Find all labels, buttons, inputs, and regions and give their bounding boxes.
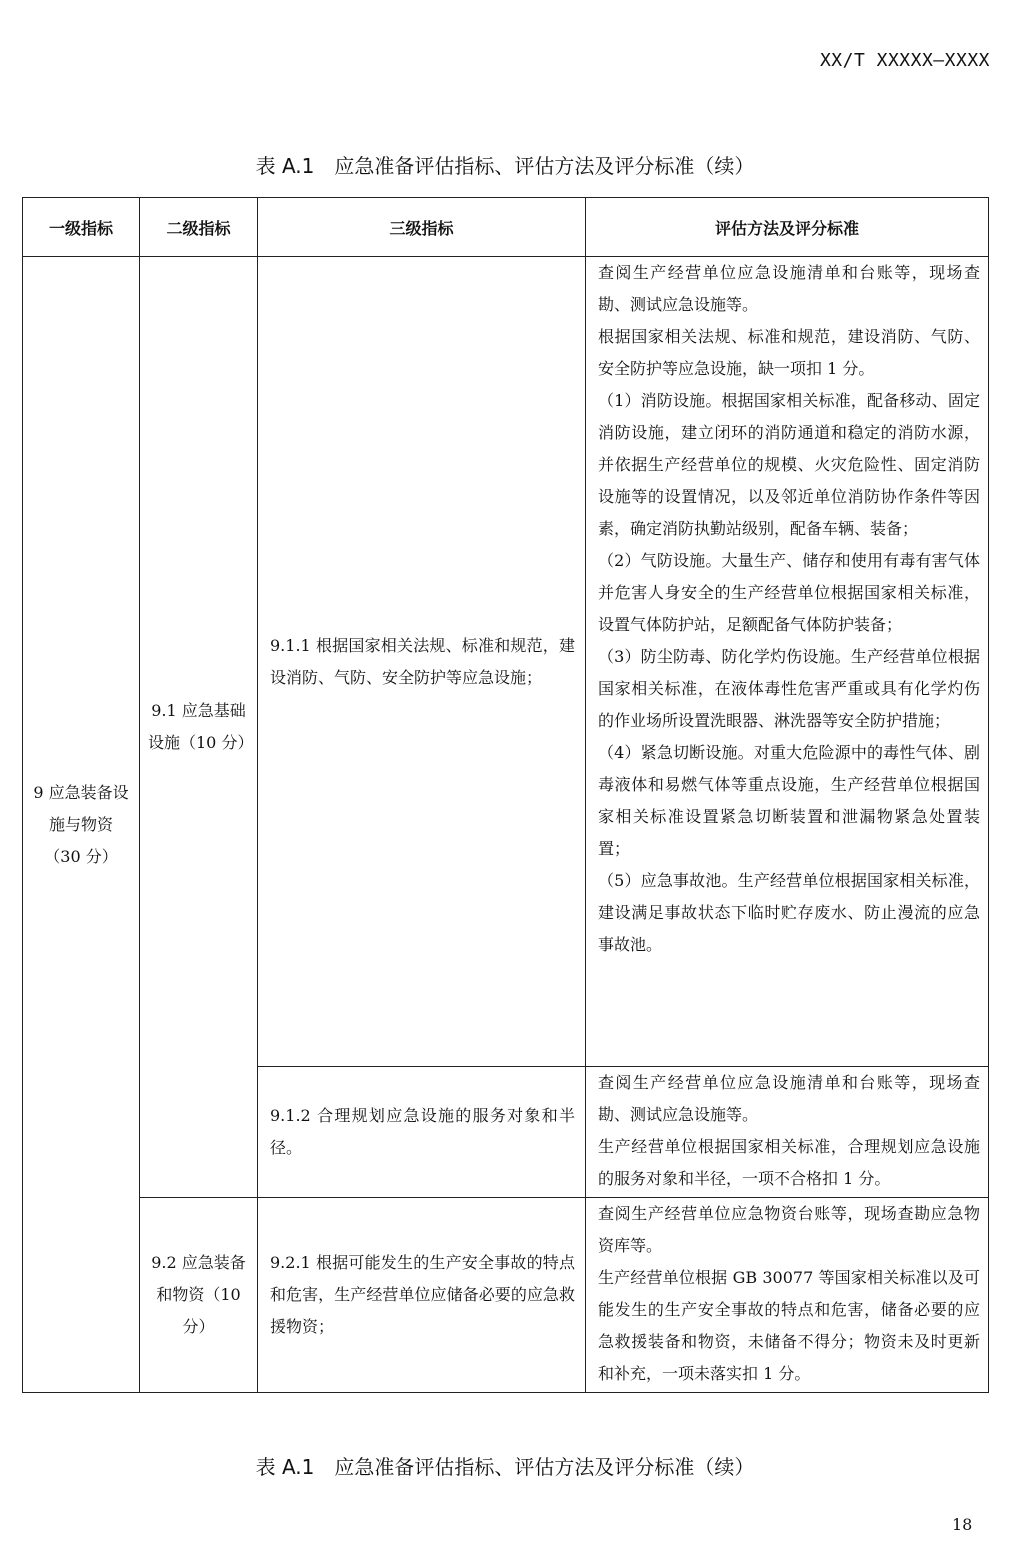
method-paragraph: 根据国家相关法规、标准和规范，建设消防、气防、安全防护等应急设施，缺一项扣 1 分。 bbox=[598, 327, 980, 378]
evaluation-table bbox=[22, 197, 989, 1393]
table-row bbox=[23, 1198, 989, 1393]
page-number: 18 bbox=[952, 1515, 973, 1534]
level2-cell: 9.2 应急装备和物资（10 分） bbox=[140, 1198, 258, 1393]
method-cell bbox=[586, 1198, 989, 1393]
column-header-level3: 三级指标 bbox=[258, 198, 586, 257]
method-paragraph: （5）应急事故池。生产经营单位根据国家相关标准，建设满足事故状态下临时贮存废水、防止漫流的应急事故池。 bbox=[598, 871, 980, 954]
method-paragraph: 查阅生产经营单位应急设施清单和台账等，现场查勘、测试应急设施等。 bbox=[598, 1073, 980, 1124]
method-cell bbox=[586, 257, 989, 1067]
method-paragraph: （1）消防设施。根据国家相关标准，配备移动、固定消防设施，建立闭环的消防通道和稳定的消防水源，并依据生产经营单位的规模、火灾危险性、固定消防设施等的设置情况，以及邻近单位消防协作条件等因素，确定消防执勤站级别，配备车辆、装备； bbox=[598, 391, 980, 538]
table-caption: 表 A.1 应急准备评估指标、评估方法及评分标准（续） bbox=[255, 154, 755, 178]
level3-cell: 9.1.2 合理规划应急设施的服务对象和半径。 bbox=[258, 1067, 586, 1198]
method-paragraph: 生产经营单位根据 GB 30077 等国家相关标准以及可能发生的生产安全事故的特点和危害，储备必要的应急救援装备和物资，未储备不得分；物资未及时更新和补充，一项未落实扣 1 分。 bbox=[598, 1268, 980, 1383]
method-paragraph: （2）气防设施。大量生产、储存和使用有毒有害气体并危害人身安全的生产经营单位根据国家相关标准，设置气体防护站，足额配备气体防护装备； bbox=[598, 551, 980, 634]
method-paragraph: （3）防尘防毒、防化学灼伤设施。生产经营单位根据国家相关标准，在液体毒性危害严重或具有化学灼伤的作业场所设置洗眼器、淋洗器等安全防护措施； bbox=[598, 647, 980, 730]
level2-cell: 9.1 应急基础设施（10 分） bbox=[140, 257, 258, 1198]
table-header-row bbox=[23, 198, 989, 257]
method-paragraph: 查阅生产经营单位应急物资台账等，现场查勘应急物资库等。 bbox=[598, 1204, 980, 1255]
level3-cell: 9.1.1 根据国家相关法规、标准和规范，建设消防、气防、安全防护等应急设施； bbox=[258, 257, 586, 1067]
method-paragraph: （4）紧急切断设施。对重大危险源中的毒性气体、剧毒液体和易燃气体等重点设施，生产经营单位根据国家相关标准设置紧急切断装置和泄漏物紧急处置装置； bbox=[598, 743, 980, 858]
method-paragraph: 查阅生产经营单位应急设施清单和台账等，现场查勘、测试应急设施等。 bbox=[598, 263, 980, 314]
method-paragraph: 生产经营单位根据国家相关标准，合理规划应急设施的服务对象和半径，一项不合格扣 1 分。 bbox=[598, 1137, 980, 1188]
next-table-caption: 表 A.1 应急准备评估指标、评估方法及评分标准（续） bbox=[255, 1455, 755, 1479]
column-header-level2: 二级指标 bbox=[140, 198, 258, 257]
table-row bbox=[23, 257, 989, 1067]
column-header-level1: 一级指标 bbox=[23, 198, 140, 257]
method-cell bbox=[586, 1067, 989, 1198]
level1-cell: 9 应急装备设施与物资（30 分） bbox=[23, 257, 140, 1393]
level3-cell: 9.2.1 根据可能发生的生产安全事故的特点和危害，生产经营单位应储备必要的应急救援物资； bbox=[258, 1198, 586, 1393]
document-number: XX/T XXXXX—XXXX bbox=[819, 50, 990, 71]
column-header-method: 评估方法及评分标准 bbox=[586, 198, 989, 257]
